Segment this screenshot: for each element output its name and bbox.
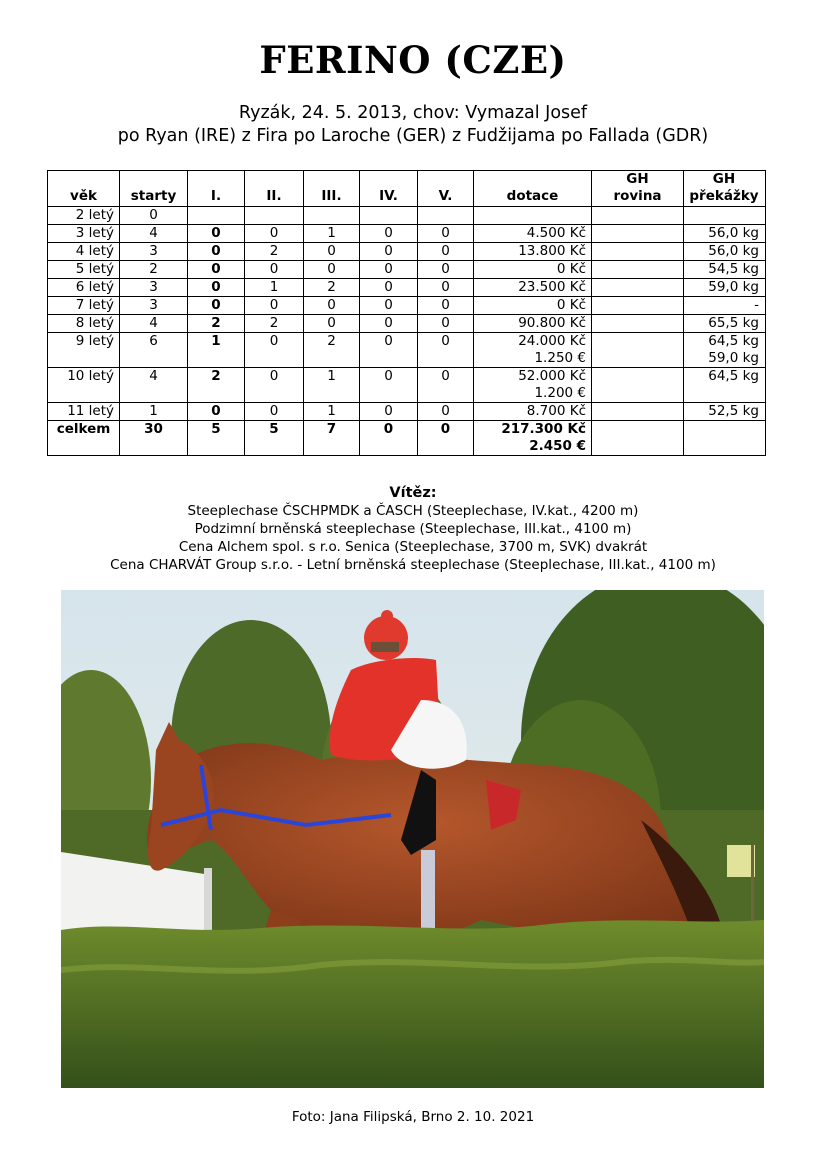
cell-p5: 0 [418,279,474,297]
cell-p2: 2 [245,243,304,261]
cell-prize [474,421,592,456]
cell-starts: 4 [120,225,188,243]
cell-gh-jump [684,261,766,279]
cell-prize [474,315,592,333]
cell-line: 0 Kč [556,297,586,313]
winner-item: Cena Alchem spol. s r.o. Senica (Steeplechase, 3700 m, SVK) dvakrát [178,539,648,555]
table-row [48,243,766,261]
cell-age: 3 letý [48,225,120,243]
table-row [48,225,766,243]
col-prize: dotace [474,171,592,207]
cell-line: 54,5 kg [708,261,759,277]
cell-gh-flat [592,279,684,297]
cell-line: 23.500 Kč [518,279,586,295]
col-fourth: IV. [360,171,418,207]
gh-jump-label-1: GH [712,171,736,187]
cell-gh-jump [684,243,766,261]
cell-line: 217.300 Kč [501,421,586,437]
col-second: II. [245,171,304,207]
cell-p3: 1 [304,403,360,421]
cell-starts: 0 [120,207,188,225]
cell-line: 56,0 kg [708,243,759,259]
cell-age: 6 letý [48,279,120,297]
cell-prize [474,225,592,243]
cell-gh-flat [592,403,684,421]
table-row [48,368,766,403]
cell-line: 65,5 kg [708,315,759,331]
cell-gh-jump [684,297,766,315]
cell-age: 5 letý [48,261,120,279]
cell-p4: 0 [360,403,418,421]
cell-p4: 0 [360,421,418,456]
cell-line: 24.000 Kč [518,333,586,349]
cell-gh-jump [684,315,766,333]
cell-p4: 0 [360,315,418,333]
cell-p2: 0 [245,368,304,403]
cell-starts: 30 [120,421,188,456]
cell-p5: 0 [418,403,474,421]
col-first: I. [188,171,245,207]
cell-p5: 0 [418,243,474,261]
cell-age: 4 letý [48,243,120,261]
cell-line: 59,0 kg [708,350,759,366]
cell-gh-jump [684,421,766,456]
cell-p1: 0 [188,403,245,421]
cell-p2: 2 [245,315,304,333]
col-age: věk [48,171,120,207]
cell-line: 2.450 € [529,438,586,454]
cell-p5: 0 [418,421,474,456]
cell-gh-flat [592,333,684,368]
cell-prize [474,207,592,225]
cell-gh-jump [684,333,766,368]
cell-gh-jump [684,368,766,403]
cell-gh-flat [592,368,684,403]
horse-details: Ryzák, 24. 5. 2013, chov: Vymazal Josef [238,103,588,123]
cell-line: 56,0 kg [708,225,759,241]
cell-age: 10 letý [48,368,120,403]
cell-p5: 0 [418,225,474,243]
race-photo [61,590,764,1088]
winner-item: Cena CHARVÁT Group s.r.o. - Letní brněnská steeplechase (Steeplechase, III.kat., 4100 m) [110,557,716,573]
cell-p3: 1 [304,225,360,243]
cell-p2: 0 [245,297,304,315]
winners-heading: Vítěz: [389,485,437,501]
col-gh-flat [592,171,684,207]
cell-starts: 4 [120,315,188,333]
cell-line: 64,5 kg [708,368,759,384]
cell-prize [474,297,592,315]
table-row [48,333,766,368]
photo-caption: Foto: Jana Filipská, Brno 2. 10. 2021 [291,1109,535,1125]
cell-p4: 0 [360,261,418,279]
cell-p1: 0 [188,297,245,315]
cell-prize [474,368,592,403]
cell-p3: 1 [304,368,360,403]
table-header-row [48,171,766,207]
race-statistics-table [47,170,766,456]
cell-gh-jump [684,207,766,225]
cell-p1: 0 [188,279,245,297]
cell-gh-flat [592,297,684,315]
cell-p3: 0 [304,243,360,261]
cell-starts: 3 [120,243,188,261]
cell-line: 52.000 Kč [518,368,586,384]
horse-jump-photo-illustration [61,590,764,1088]
cell-p2: 0 [245,261,304,279]
cell-p1: 0 [188,261,245,279]
cell-p3: 2 [304,279,360,297]
cell-p4: 0 [360,368,418,403]
cell-p3 [304,207,360,225]
winner-item: Steeplechase ČSCHPMDK a ČASCH (Steeplechase, IV.kat., 4200 m) [187,503,639,519]
cell-p2: 1 [245,279,304,297]
cell-gh-flat [592,207,684,225]
cell-starts: 4 [120,368,188,403]
cell-p5 [418,207,474,225]
col-third: III. [304,171,360,207]
cell-gh-jump [684,225,766,243]
table-row [48,261,766,279]
cell-prize [474,403,592,421]
gh-flat-label-2: rovina [613,188,662,204]
cell-p4 [360,207,418,225]
cell-age: 9 letý [48,333,120,368]
cell-p2: 0 [245,333,304,368]
table-row [48,207,766,225]
cell-gh-flat [592,225,684,243]
cell-gh-flat [592,261,684,279]
cell-p1: 5 [188,421,245,456]
gh-flat-label-1: GH [626,171,649,187]
cell-line: 90.800 Kč [518,315,586,331]
cell-p4: 0 [360,279,418,297]
cell-age: 7 letý [48,297,120,315]
gh-jump-label-2: překážky [689,188,759,204]
cell-p1: 0 [188,243,245,261]
winner-item: Podzimní brněnská steeplechase (Steeplechase, III.kat., 4100 m) [194,521,632,537]
cell-gh-jump [684,279,766,297]
cell-line: 4.500 Kč [526,225,586,241]
cell-age: celkem [48,421,120,456]
cell-gh-flat [592,243,684,261]
cell-starts: 1 [120,403,188,421]
horse-name-title: FERINO (CZE) [259,38,567,82]
cell-p1 [188,207,245,225]
cell-p3: 0 [304,315,360,333]
cell-p4: 0 [360,333,418,368]
table-row [48,315,766,333]
cell-p1: 0 [188,225,245,243]
cell-line: 1.200 € [534,385,586,401]
cell-p2 [245,207,304,225]
cell-prize [474,261,592,279]
cell-p2: 0 [245,403,304,421]
pedigree-line: po Ryan (IRE) z Fira po Laroche (GER) z Fudžijama po Fallada (GDR) [117,126,709,146]
cell-p1: 2 [188,368,245,403]
cell-gh-jump [684,403,766,421]
cell-line: - [754,297,759,313]
cell-p3: 0 [304,261,360,279]
cell-p2: 5 [245,421,304,456]
cell-age: 8 letý [48,315,120,333]
cell-line: 13.800 Kč [518,243,586,259]
winners-section [0,484,826,574]
cell-line: 0 Kč [556,261,586,277]
cell-p4: 0 [360,243,418,261]
cell-prize [474,333,592,368]
cell-p5: 0 [418,333,474,368]
cell-prize [474,243,592,261]
cell-line: 52,5 kg [708,403,759,419]
cell-age: 2 letý [48,207,120,225]
cell-p5: 0 [418,368,474,403]
cell-line: 59,0 kg [708,279,759,295]
table-row [48,403,766,421]
cell-starts: 6 [120,333,188,368]
cell-p4: 0 [360,297,418,315]
cell-p5: 0 [418,261,474,279]
col-starts: starty [120,171,188,207]
cell-starts: 2 [120,261,188,279]
cell-p4: 0 [360,225,418,243]
cell-starts: 3 [120,297,188,315]
cell-prize [474,279,592,297]
cell-p5: 0 [418,315,474,333]
cell-p3: 2 [304,333,360,368]
cell-p1: 1 [188,333,245,368]
table-row [48,297,766,315]
cell-starts: 3 [120,279,188,297]
cell-line: 64,5 kg [708,333,759,349]
cell-line: 8.700 Kč [526,403,586,419]
cell-gh-flat [592,315,684,333]
col-gh-jump [684,171,766,207]
cell-age: 11 letý [48,403,120,421]
cell-p2: 0 [245,225,304,243]
cell-p5: 0 [418,297,474,315]
cell-p1: 2 [188,315,245,333]
col-fifth: V. [418,171,474,207]
table-total-row [48,421,766,456]
cell-p3: 7 [304,421,360,456]
cell-gh-flat [592,421,684,456]
table-row [48,279,766,297]
cell-p3: 0 [304,297,360,315]
cell-line: 1.250 € [534,350,586,366]
